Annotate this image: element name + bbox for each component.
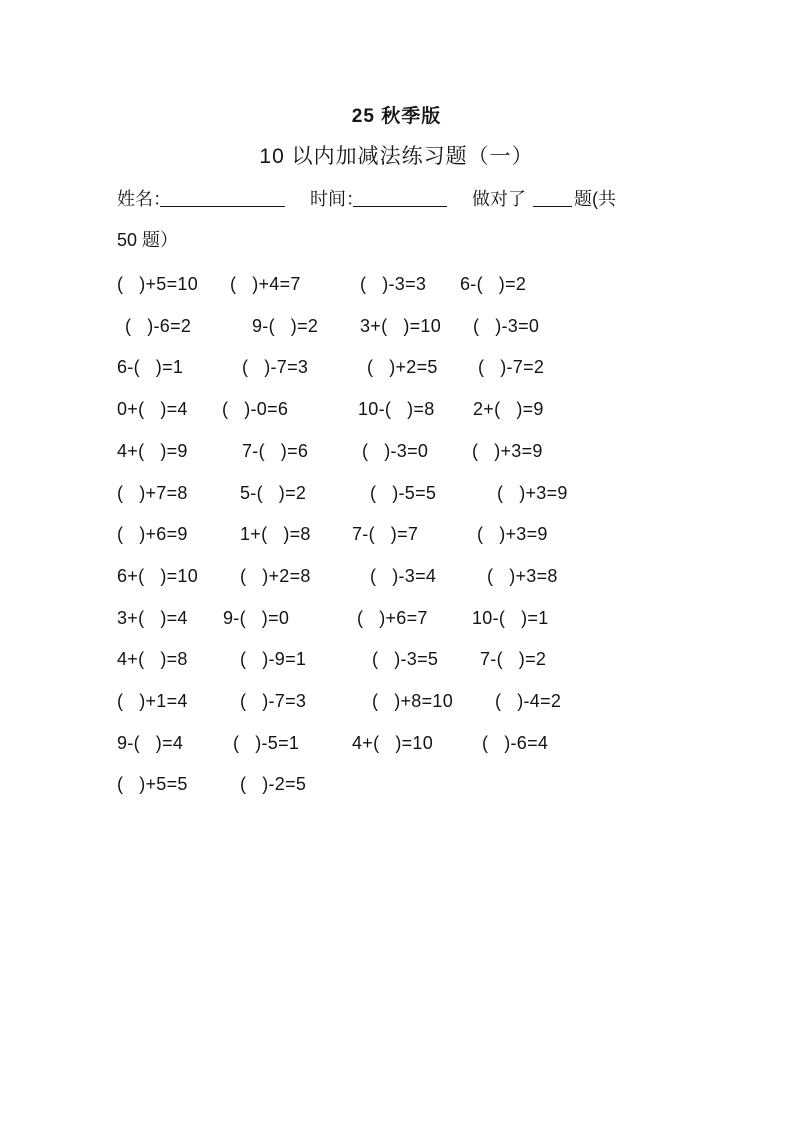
problem: ( )-3=0 [473,315,540,336]
name-label: 姓名： [117,189,171,209]
problem: 4+( )=8 [117,649,188,670]
page-title: 10 以内加减法练习题（一） [259,145,534,168]
problem: ( )-6=2 [125,315,192,336]
problem: 6-( )=2 [460,274,527,294]
problem: 4+( )=9 [117,440,188,461]
problem: 10-( )=1 [472,607,549,628]
problem: ( )+3=9 [472,440,543,461]
problem: 4+( )=10 [352,732,434,753]
total-count-label: 50 题） [117,230,179,250]
problem: ( )-3=3 [360,274,427,294]
score-blank [533,206,572,207]
edition-title: 25 秋季版 [351,106,442,127]
problem: 9-( )=2 [252,315,319,336]
problem: 2+( )=9 [473,399,544,420]
problem: 5-( )=2 [240,482,307,503]
problem: ( )+6=9 [117,524,188,545]
time-blank [353,206,447,207]
score-label: 做对了 [472,189,526,209]
problem: ( )-5=5 [370,482,437,503]
problem: 6-( )=1 [117,357,184,378]
name-blank [160,206,285,207]
problem: ( )-7=3 [240,691,307,711]
problem: 7-( )=6 [242,440,309,461]
problem: 1+( )=8 [240,524,311,545]
problem: 7-( )=2 [480,649,547,670]
problem: ( )+7=8 [117,482,188,503]
score-suffix-label: 题(共 [574,189,616,209]
problem: ( )-6=4 [482,732,549,753]
problem: ( )-3=0 [362,440,429,461]
problem: 3+( )=4 [117,607,188,628]
problem: ( )+5=5 [117,774,188,795]
problem: ( )+6=7 [357,607,428,628]
problem: 10-( )=8 [358,399,435,420]
problem: 3+( )=10 [360,315,442,336]
problem: 9-( )=0 [223,607,290,628]
problem: ( )+5=10 [117,274,199,294]
problem: ( )-3=5 [372,649,439,670]
problem: ( )-7=3 [242,357,309,378]
problem: ( )-5=1 [233,732,300,753]
problem: ( )+1=4 [117,691,188,711]
problem: ( )+3=9 [477,524,548,545]
problem: ( )-0=6 [222,399,289,420]
problem: 7-( )=7 [352,524,419,545]
problem: ( )-4=2 [495,691,562,711]
problem: 9-( )=4 [117,732,184,753]
problem: ( )+3=8 [487,565,558,586]
problem: ( )-7=2 [478,357,545,378]
problem: ( )+4=7 [230,274,301,294]
problem: ( )-9=1 [240,649,307,670]
problem: 6+( )=10 [117,565,199,586]
problem: ( )-3=4 [370,565,437,586]
problem: ( )+3=9 [497,482,568,503]
time-label: 时间： [310,189,364,209]
problem: ( )+8=10 [372,691,454,711]
problem: ( )-2=5 [240,774,307,795]
problem: 0+( )=4 [117,399,188,420]
problem: ( )+2=8 [240,565,311,586]
problem: ( )+2=5 [367,357,438,378]
